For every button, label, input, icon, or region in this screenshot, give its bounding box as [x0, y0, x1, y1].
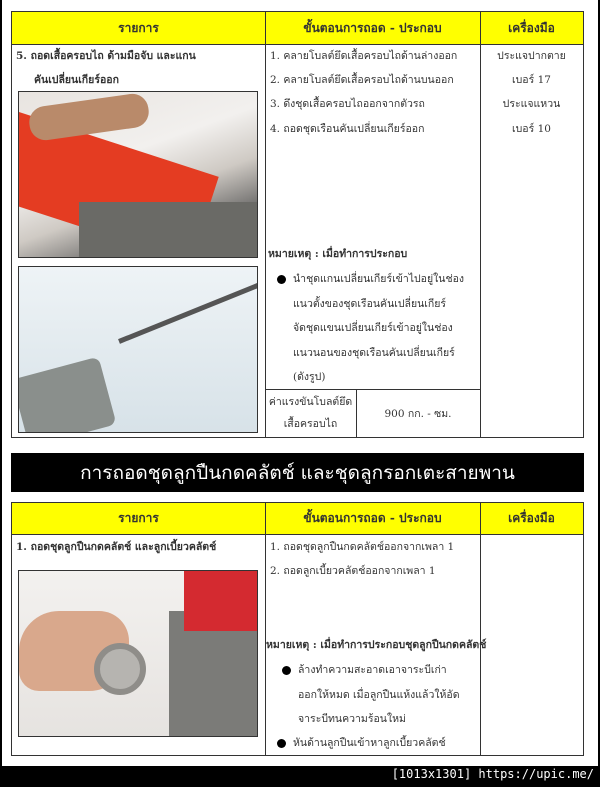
photo-clutch-bearing — [18, 570, 258, 737]
step-1: 1. ถอดชุดลูกปืนกดคลัตช์ออกจากเพลา 1 — [270, 541, 455, 553]
torque-label-cont: เสื้อครอบไถ — [283, 418, 338, 430]
note-line: แนวตั้งของชุดเรือนคันเปลี่ยนเกียร์ — [293, 298, 447, 310]
column-divider — [265, 12, 266, 437]
item-title: 1. ถอดชุดลูกปืนกดคลัตช์ และลูกเบี้ยวคลัตช์ — [16, 541, 217, 553]
tool-2: ประแจแหวน — [502, 98, 561, 110]
table-header — [12, 503, 583, 535]
note-line: ล้างทำความสะอาดเอาจาระบีเก่า — [282, 658, 447, 683]
header-tools: เครื่องมือ — [508, 20, 555, 35]
note-title: หมายเหตุ : เมื่อทำการประกอบชุดลูกปืนกดคลัตช์ — [266, 639, 487, 651]
section-banner: การถอดชุดลูกปืนกดคลัตช์ และชุดลูกรอกเตะสายพาน — [11, 453, 584, 492]
column-divider — [480, 503, 481, 755]
table-header — [12, 12, 583, 45]
procedure-table-1 — [11, 11, 584, 438]
tool-1: ประแจปากตาย — [497, 50, 566, 62]
note-title: หมายเหตุ : เมื่อทำการประกอบ — [268, 248, 408, 260]
photo-gear-shift-rod — [18, 266, 258, 433]
torque-row — [265, 389, 480, 438]
note-line: นำชุดแกนเปลี่ยนเกียร์เข้าไปอยู่ในช่อง — [277, 267, 464, 292]
note-line: ออกให้หมด เมื่อลูกปืนแห้งแล้วให้อัด — [298, 689, 460, 701]
procedure-table-2 — [11, 502, 584, 756]
item-title-cont: คันเปลี่ยนเกียร์ออก — [34, 74, 119, 86]
header-steps: ขั้นตอนการถอด - ประกอบ — [303, 511, 442, 525]
note-line: จาระบีทนความร้อนใหม่ — [298, 713, 406, 725]
step-3: 3. ดึงชุดเสื้อครอบไถออกจากตัวรถ — [270, 98, 425, 110]
header-item: รายการ — [118, 20, 159, 35]
photo-removing-cover — [18, 91, 258, 258]
header-steps: ขั้นตอนการถอด - ประกอบ — [303, 20, 442, 35]
torque-label: ค่าแรงขันโบลต์ยึด — [268, 396, 353, 408]
column-divider — [265, 503, 266, 755]
note-line: (ดังรูป) — [293, 371, 326, 383]
step-2: 2. ถอดลูกเบี้ยวคลัตช์ออกจากเพลา 1 — [270, 565, 436, 577]
torque-value: 900 กก. - ซม. — [384, 408, 452, 420]
step-4: 4. ถอดชุดเรือนคันเปลี่ยนเกียร์ออก — [270, 123, 425, 135]
header-tools: เครื่องมือ — [508, 511, 555, 525]
bullet-icon — [277, 739, 286, 748]
note-line: แนวนอนของชุดเรือนคันเปลี่ยนเกียร์ — [293, 347, 455, 359]
step-2: 2. คลายโบลต์ยึดเสื้อครอบไถด้านบนออก — [270, 74, 454, 86]
bullet-icon — [282, 666, 291, 675]
step-1: 1. คลายโบลต์ยึดเสื้อครอบไถด้านล่างออก — [270, 50, 458, 62]
watermark: [1013x1301] https://upic.me/ — [391, 767, 594, 781]
bullet-icon — [277, 275, 286, 284]
tool-1-size: เบอร์ 17 — [512, 74, 551, 86]
note-line: จัดชุดแขนเปลี่ยนเกียร์เข้าอยู่ในช่อง — [293, 322, 453, 334]
note-line: หันด้านลูกปืนเข้าหาลูกเบี้ยวคลัตช์ — [277, 731, 446, 756]
item-title: 5. ถอดเสื้อครอบไถ ด้ามมือจับ และแกน — [16, 50, 196, 62]
header-item: รายการ — [118, 511, 159, 525]
tool-2-size: เบอร์ 10 — [512, 123, 551, 135]
